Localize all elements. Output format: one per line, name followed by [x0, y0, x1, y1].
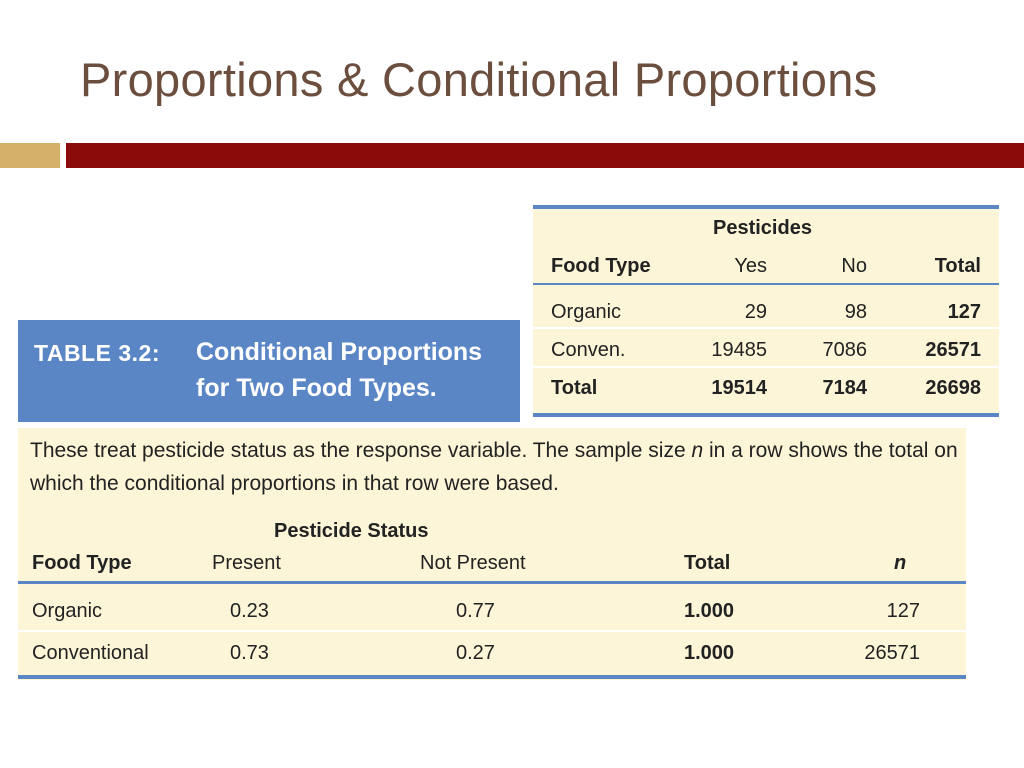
title-accent-bar-red [66, 143, 1024, 168]
row-divider [18, 630, 966, 632]
table-row-conventional-present: 0.73 [230, 642, 269, 664]
description-n: n [691, 439, 704, 462]
description-part1: These treat pesticide status as the response variable. The sample size [30, 439, 692, 462]
col-header-yes: Yes [734, 255, 767, 277]
table-row-organic-total: 1.000 [684, 600, 735, 622]
header-divider [18, 581, 966, 584]
table-row-conven-total: 26571 [925, 339, 981, 361]
row-divider [533, 327, 999, 329]
status-group-header: Pesticide Status [274, 520, 429, 542]
table-row-total-yes: 19514 [711, 377, 767, 399]
table-row-conventional-not-present: 0.27 [456, 642, 495, 664]
table-row-conventional-total: 1.000 [684, 642, 735, 664]
table-row-organic-food: Organic [32, 600, 103, 622]
table-row-conven-food: Conven. [551, 339, 626, 361]
table-row-organic-food: Organic [551, 301, 622, 323]
col-header-food-type: Food Type [551, 255, 651, 277]
slide-title: Proportions & Conditional Proportions [80, 53, 878, 106]
bottom-border [18, 675, 966, 679]
table-row-organic-present: 0.23 [230, 600, 269, 622]
col-header-total: Total [684, 552, 731, 574]
col-header-not-present: Not Present [420, 552, 526, 574]
table-caption-box [18, 320, 520, 422]
table-row-organic-no: 98 [844, 301, 867, 323]
caption-title-line2: for Two Food Types. [196, 374, 437, 402]
pesticide-table [533, 205, 999, 417]
caption-label: TABLE 3.2: [34, 340, 160, 366]
table-row-conventional-food: Conventional [32, 642, 149, 664]
table-row-organic-not-present: 0.77 [456, 600, 495, 622]
table-description [30, 434, 965, 500]
table-row-conven-yes: 19485 [711, 339, 767, 361]
header-divider [533, 283, 999, 285]
conditional-proportions-table [18, 428, 966, 680]
table-row-organic-n: 127 [886, 600, 920, 622]
description-part2: in a row shows the total on which the conditional proportions in that row were based. [30, 439, 958, 495]
table-row-conven-no: 7086 [822, 339, 867, 361]
col-header-total: Total [934, 255, 981, 277]
pesticide-group-header: Pesticides [713, 217, 812, 239]
col-header-no: No [841, 255, 867, 277]
row-divider [533, 366, 999, 368]
table-row-organic-yes: 29 [744, 301, 767, 323]
table-row-total-total: 26698 [925, 377, 981, 399]
table-row-conventional-n: 26571 [864, 642, 920, 664]
table-row-organic-total: 127 [947, 301, 981, 323]
table-row-total-no: 7184 [822, 377, 867, 399]
col-header-food-type: Food Type [32, 552, 132, 574]
title-accent-bar-gold [0, 143, 60, 168]
caption-title-line1: Conditional Proportions [196, 338, 483, 366]
table-row-total-label: Total [551, 377, 598, 399]
col-header-n: n [894, 552, 907, 574]
col-header-present: Present [212, 552, 281, 574]
